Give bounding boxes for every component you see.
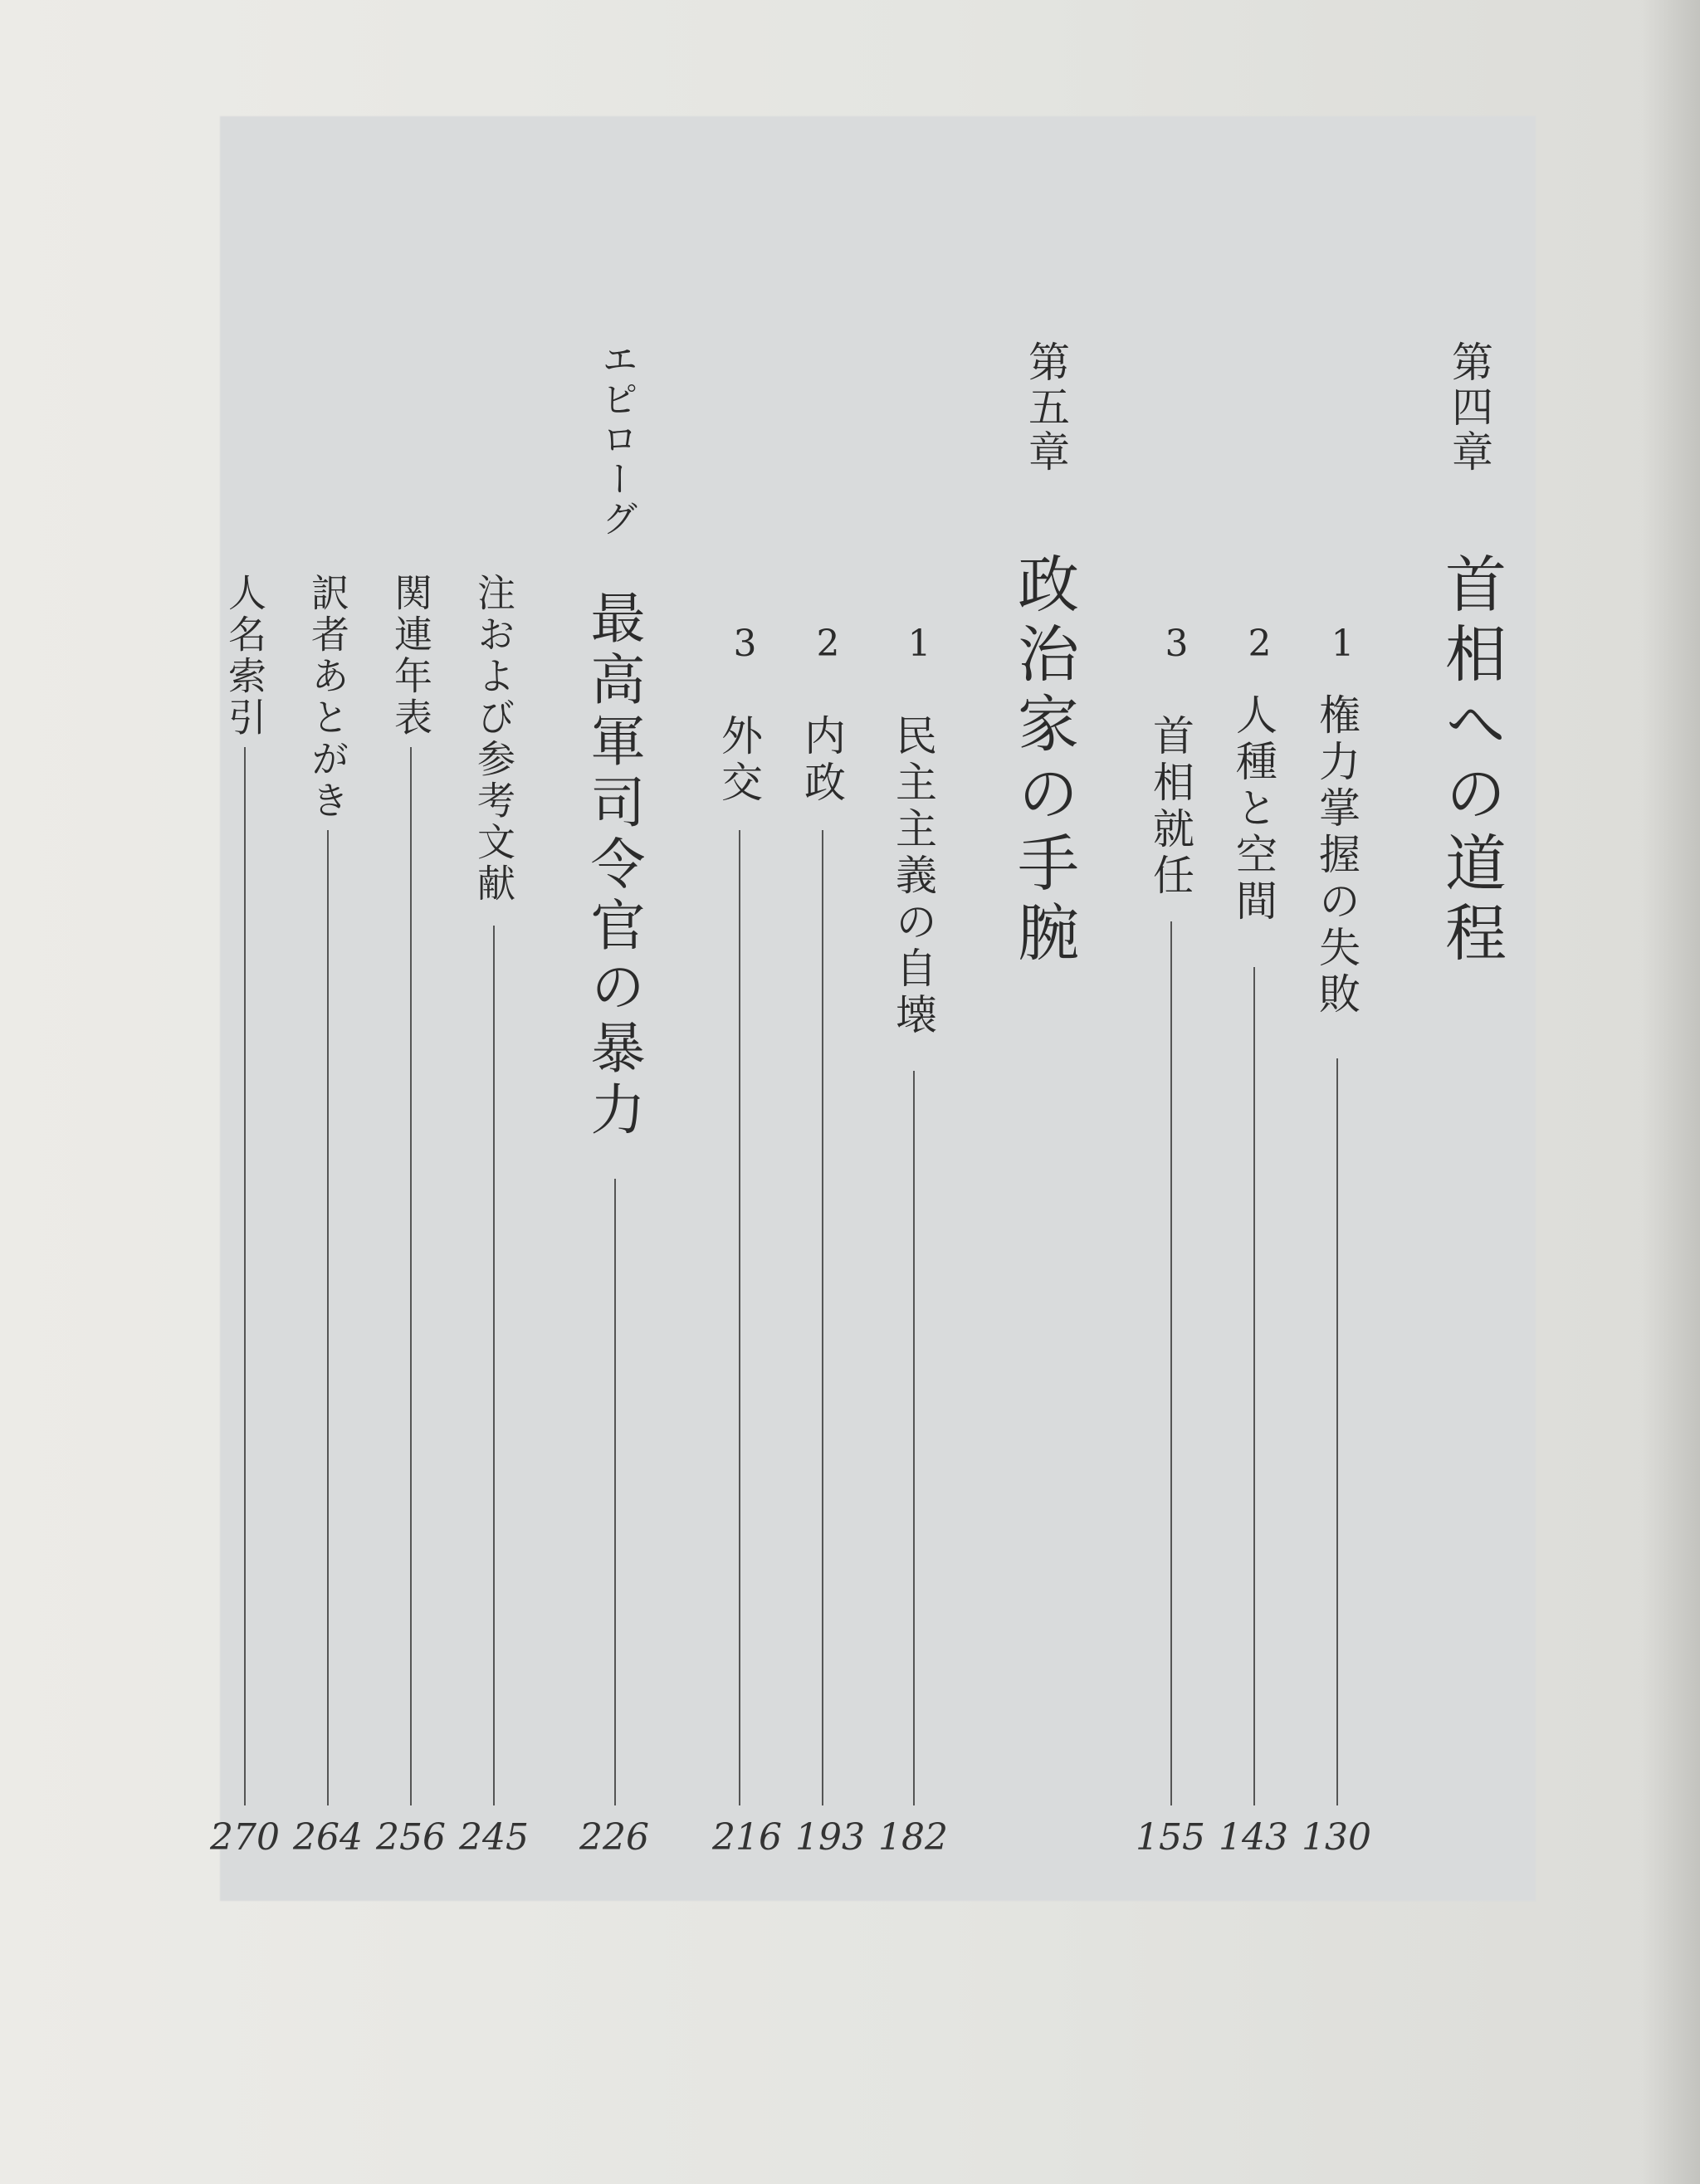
epilogue-title: 最高軍司令官の暴力 <box>581 589 645 1142</box>
chapter-5-label: 第五章 <box>1022 340 1070 475</box>
ch4-sec2-title: 人種と空間 <box>1229 693 1277 926</box>
ch4-sec1-page: 130 <box>1302 1816 1371 1859</box>
ch4-sec3-page: 155 <box>1136 1816 1205 1859</box>
ch5-sec3-page: 216 <box>712 1816 782 1859</box>
chapter-4-label: 第四章 <box>1445 340 1493 475</box>
back-matter-notes-title: 注および参考文献 <box>471 573 516 905</box>
back-matter-chronology-leader <box>410 747 412 1805</box>
ch4-sec3-leader <box>1170 921 1172 1805</box>
epilogue-page: 226 <box>579 1816 649 1859</box>
ch4-sec3-title: 首相就任 <box>1146 714 1194 900</box>
back-matter-afterword-page: 264 <box>293 1816 363 1859</box>
ch4-sec1-leader <box>1336 1058 1338 1805</box>
epilogue-label: エピローグ <box>595 340 638 540</box>
back-matter-index-leader <box>244 747 246 1805</box>
ch4-sec1-title: 権力掌握の失敗 <box>1312 693 1360 1019</box>
ch4-sec2-leader <box>1253 967 1255 1805</box>
ch4-sec1-number: 1 <box>1321 623 1364 665</box>
ch5-sec2-number: 2 <box>807 623 849 665</box>
ch4-sec2-number: 2 <box>1238 623 1281 665</box>
back-matter-chronology-title: 関連年表 <box>388 573 433 739</box>
ch5-sec1-number: 1 <box>898 623 940 665</box>
ch5-sec1-title: 民主主義の自壊 <box>889 714 937 1039</box>
ch5-sec3-title: 外交 <box>715 714 763 807</box>
epilogue-leader <box>614 1179 616 1805</box>
ch4-sec3-number: 3 <box>1155 623 1198 665</box>
ch5-sec2-leader <box>822 830 823 1805</box>
back-matter-afterword-title: 訳者あとがき <box>305 573 350 822</box>
back-matter-notes-page: 245 <box>459 1816 529 1859</box>
back-matter-chronology-page: 256 <box>376 1816 446 1859</box>
ch5-sec1-page: 182 <box>878 1816 948 1859</box>
back-matter-notes-leader <box>493 926 495 1805</box>
back-matter-index-page: 270 <box>210 1816 280 1859</box>
chapter-4-title: 首相への道程 <box>1435 552 1507 970</box>
ch4-sec2-page: 143 <box>1219 1816 1288 1859</box>
ch5-sec1-leader <box>913 1071 915 1805</box>
chapter-5-title: 政治家の手腕 <box>1008 552 1079 970</box>
page-edge-shadow <box>1642 0 1700 2184</box>
ch5-sec3-number: 3 <box>724 623 766 665</box>
ch5-sec2-page: 193 <box>795 1816 865 1859</box>
ch5-sec2-title: 内政 <box>798 714 846 807</box>
back-matter-afterword-leader <box>327 830 329 1805</box>
back-matter-index-title: 人名索引 <box>222 573 267 739</box>
ch5-sec3-leader <box>739 830 740 1805</box>
